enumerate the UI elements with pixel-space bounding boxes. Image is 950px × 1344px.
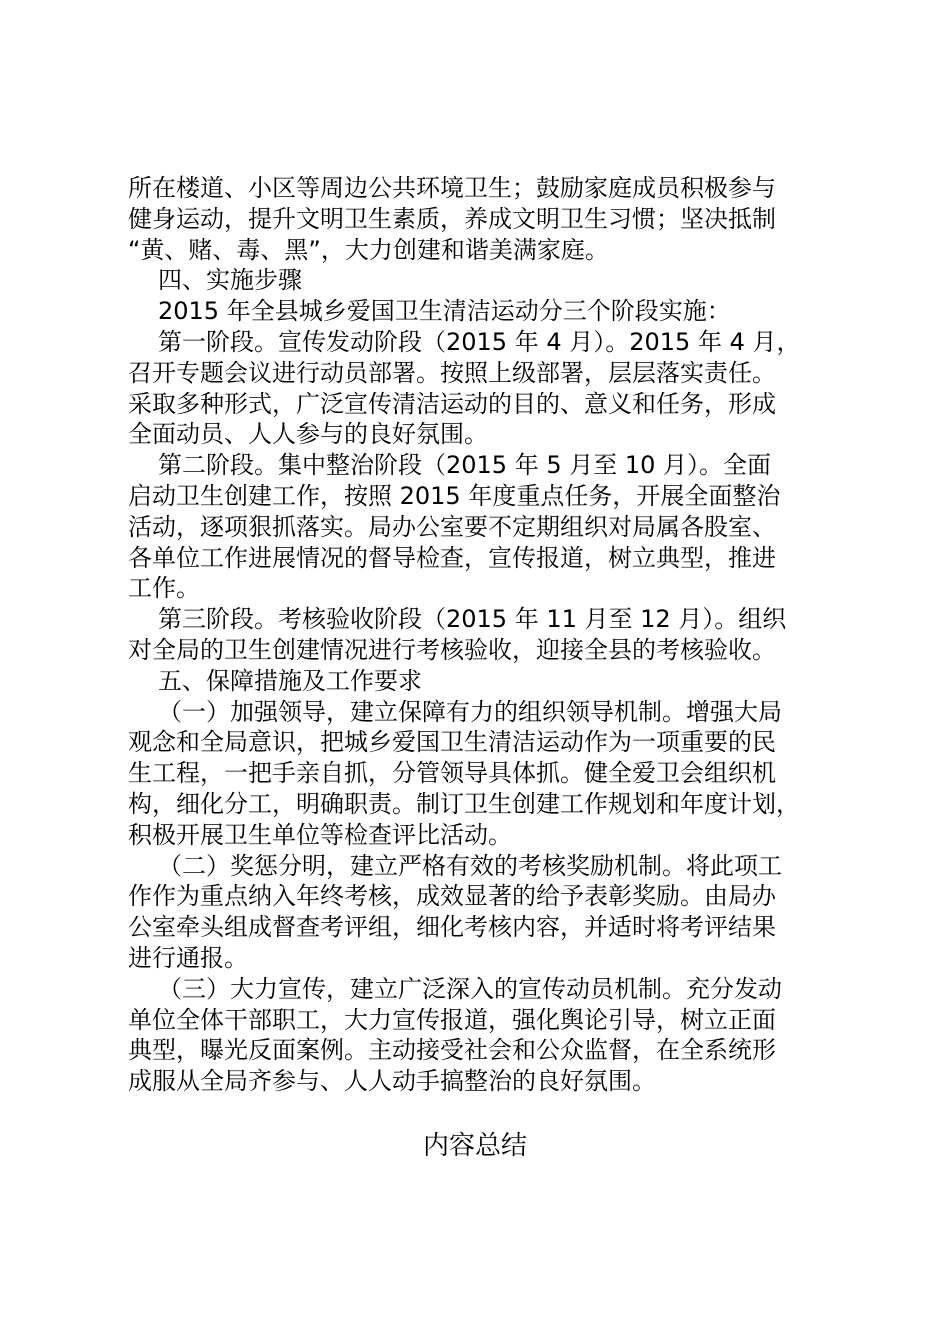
text-line: 采取多种形式，广泛宣传清洁运动的目的、意义和任务，形成 [128, 389, 776, 418]
section-heading: 四、实施步骤 [158, 266, 302, 295]
summary-title: 内容总结 [422, 1131, 527, 1161]
text-line: 活动，逐项狠抓落实。局办公室要不定期组织对局属各股室、 [128, 512, 776, 541]
text-line: 单位全体干部职工，大力宣传报道，强化舆论引导，树立正面 [128, 1005, 776, 1034]
text-line: 对全局的卫生创建情况进行考核验收，迎接全县的考核验收。 [128, 635, 776, 664]
text-line: 健身运动，提升文明卫生素质，养成文明卫生习惯；坚决抵制 [128, 204, 776, 233]
text-line: 召开专题会议进行动员部署。按照上级部署，层层落实责任。 [128, 358, 776, 387]
text-line: 观念和全局意识，把城乡爱国卫生清洁运动作为一项重要的民 [128, 728, 776, 757]
text-line: 全面动员、人人参与的良好氛围。 [128, 420, 488, 449]
text-line: 构，细化分工，明确职责。制订卫生创建工作规划和年度计划， [128, 789, 800, 818]
text-line: 成服从全局齐参与、人人动手搞整治的良好氛围。 [128, 1067, 656, 1096]
text-line: “黄、赌、毒、黑”，大力创建和谐美满家庭。 [128, 235, 609, 264]
text-line: 作作为重点纳入年终考核，成效显著的给予表彰奖励。由局办 [128, 882, 776, 911]
document-body [128, 173, 840, 1097]
text-line: 各单位工作进展情况的督导检查，宣传报道，树立典型，推进 [128, 543, 776, 572]
text-line: （三）大力宣传，建立广泛深入的宣传动员机制。充分发动 [158, 974, 782, 1003]
text-line: 第一阶段。宣传发动阶段（2015 年 4 月）。2015 年 4 月， [158, 327, 801, 356]
text-line: 积极开展卫生单位等检查评比活动。 [128, 820, 512, 849]
text-line: 公室牵头组成督查考评组，细化考核内容，并适时将考评结果 [128, 913, 776, 942]
text-line: 第二阶段。集中整治阶段（2015 年 5 月至 10 月）。全面 [158, 451, 772, 480]
text-line: 2015 年全县城乡爱国卫生清洁运动分三个阶段实施： [158, 297, 731, 326]
text-line: 启动卫生创建工作，按照 2015 年度重点任务，开展全面整治 [128, 481, 781, 510]
text-line: 第三阶段。考核验收阶段（2015 年 11 月至 12 月）。组织 [158, 605, 787, 634]
text-line: 所在楼道、小区等周边公共环境卫生；鼓励家庭成员积极参与 [128, 174, 776, 202]
section-heading: 五、保障措施及工作要求 [158, 666, 422, 695]
text-line: （二）奖惩分明，建立严格有效的考核奖励机制。将此项工 [158, 851, 782, 880]
text-line: 进行通报。 [128, 943, 248, 972]
text-line: 生工程，一把手亲自抓，分管领导具体抓。健全爱卫会组织机 [128, 759, 776, 788]
text-line: 典型，曝光反面案例。主动接受社会和公众监督，在全系统形 [128, 1036, 776, 1065]
text-line: 工作。 [128, 574, 200, 603]
text-line: （一）加强领导，建立保障有力的组织领导机制。增强大局 [158, 697, 782, 726]
